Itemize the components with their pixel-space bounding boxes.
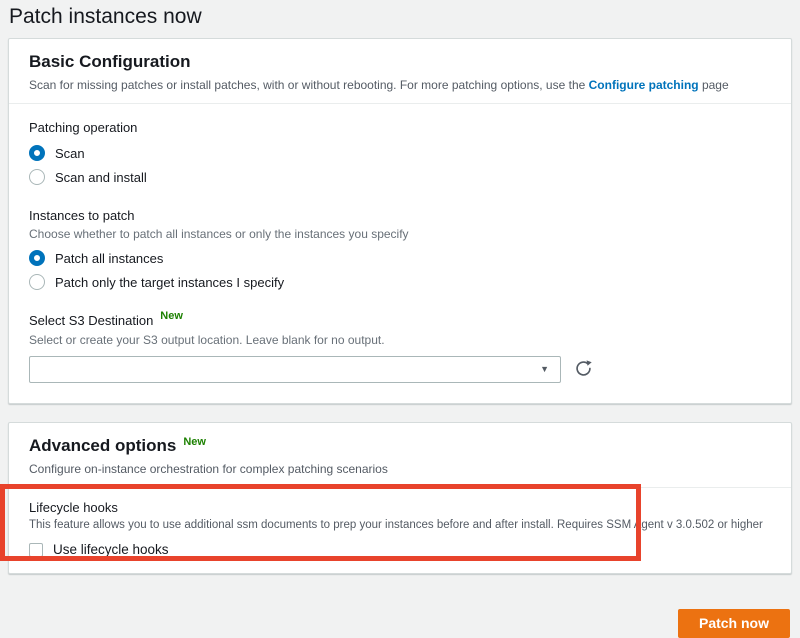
s3-destination-group xyxy=(29,312,771,383)
chevron-down-icon: ▼ xyxy=(540,364,549,374)
radio-patch-all-instances-label: Patch all instances xyxy=(55,250,164,266)
s3-destination-description: Select or create your S3 output location. Leave blank for no output. xyxy=(29,333,385,347)
radio-unselected-icon[interactable] xyxy=(29,274,45,290)
advanced-options-header xyxy=(9,423,791,487)
description-text-end: page xyxy=(698,78,729,92)
basic-configuration-heading: Basic Configuration xyxy=(29,52,191,71)
lifecycle-hooks-section xyxy=(9,488,791,573)
refresh-icon xyxy=(574,359,593,381)
lifecycle-hooks-description: This feature allows you to use additional ssm documents to prep your instances before and after install. Requires SSM Agent v 3.0.502 or higher xyxy=(29,519,763,531)
advanced-options-description: Configure on-instance orchestration for complex patching scenarios xyxy=(29,462,388,476)
s3-destination-select[interactable] xyxy=(29,356,561,383)
advanced-options-card xyxy=(8,422,792,574)
footer-actions xyxy=(8,609,792,638)
radio-selected-icon[interactable] xyxy=(29,250,45,266)
patching-operation-label: Patching operation xyxy=(29,120,138,135)
configure-patching-link[interactable]: Configure patching xyxy=(588,78,699,92)
lifecycle-hooks-label: Lifecycle hooks xyxy=(29,500,118,515)
radio-scan[interactable] xyxy=(29,145,771,161)
checkbox-unchecked-icon[interactable] xyxy=(29,543,43,557)
s3-destination-label-text: Select S3 Destination xyxy=(29,313,154,328)
radio-patch-all-instances[interactable] xyxy=(29,250,771,266)
instances-to-patch-group xyxy=(29,207,771,290)
advanced-options-heading: Advanced options xyxy=(29,436,177,455)
radio-patch-target-instances-label: Patch only the target instances I specify xyxy=(55,274,285,290)
refresh-button[interactable] xyxy=(571,358,595,382)
use-lifecycle-hooks-label: Use lifecycle hooks xyxy=(53,542,169,557)
s3-destination-label xyxy=(29,312,771,331)
patch-now-button[interactable]: Patch now xyxy=(678,609,790,638)
basic-configuration-description xyxy=(29,77,771,93)
basic-configuration-card xyxy=(8,38,792,404)
page-title: Patch instances now xyxy=(9,5,202,28)
new-badge: New xyxy=(183,436,206,448)
radio-selected-icon[interactable] xyxy=(29,145,45,161)
radio-unselected-icon[interactable] xyxy=(29,169,45,185)
radio-patch-target-instances[interactable] xyxy=(29,274,771,290)
basic-configuration-header xyxy=(9,39,791,103)
basic-configuration-body xyxy=(9,104,791,403)
radio-scan-and-install-label: Scan and install xyxy=(55,169,147,185)
instances-to-patch-label: Instances to patch xyxy=(29,208,135,223)
description-text-start: Scan for missing patches or install patches, with or without rebooting. For more patching options, use the xyxy=(29,78,589,92)
new-badge: New xyxy=(160,310,183,322)
instances-to-patch-description: Choose whether to patch all instances or only the instances you specify xyxy=(29,227,409,241)
s3-destination-select-row xyxy=(29,356,771,383)
patching-operation-group xyxy=(29,119,771,185)
radio-scan-and-install[interactable] xyxy=(29,169,771,185)
radio-scan-label: Scan xyxy=(55,145,85,161)
use-lifecycle-hooks-option[interactable] xyxy=(29,542,771,557)
